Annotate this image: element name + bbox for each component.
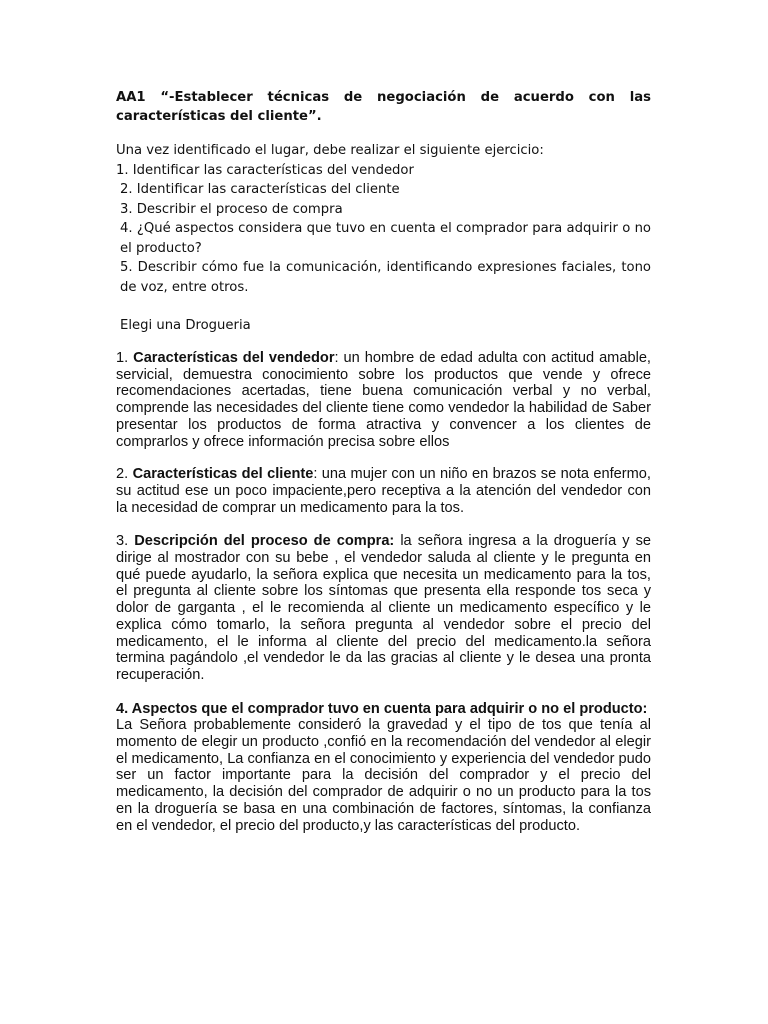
section-heading: Descripción del proceso de compra: (134, 533, 395, 550)
instructions-lead: Una vez identificado el lugar, debe realizar el siguiente ejercicio: (116, 143, 544, 158)
instruction-item-3: 3. Describir el proceso de compra (120, 201, 343, 217)
section-client-traits (116, 466, 651, 516)
section-number: 2. (116, 466, 129, 483)
section-heading: 4. Aspectos que el comprador tuvo en cuenta para adquirir o no el producto: (116, 700, 648, 717)
section-body: La Señora probablemente consideró la gravedad y el tipo de tos que tenía al momento de elegir un producto ,confió en la recomendación del vendedor al elegir el medicamento, La confianza en el conocimiento y experiencia del vendedor pudo ser un factor importante para la decisión del comprador y el precio del medicamento, la decisión del comprador de adquirir o no un producto para la tos en la droguería se basa en una combinación de factores, síntomas, la confianza en el vendedor, el precio del producto,y las características del producto. (116, 717, 651, 834)
document-title: AA1 “-Establecer técnicas de negociación de acuerdo con las características del cliente”. (116, 90, 651, 124)
section-body: : un hombre de edad adulta con actitud amable, servicial, demuestra conocimiento sobre los productos que vende y ofrece recomendaciones acertadas, tiene buena comunicación verbal y no verbal, comprende las necesidades del cliente tiene como vendedor la habilidad de Saber presentar los productos de forma atractiva y convencer a los clientes de comprarlos y ofrece información precisa sobre ellos (116, 350, 651, 450)
section-purchase-process (116, 533, 651, 683)
section-body: la señora ingresa a la droguería y se dirige al mostrador con su bebe , el vendedor saluda al cliente y le pregunta en qué puede ayudarlo, la señora explica que necesita un medicamento para la tos, el pregunta al cliente sobre los síntomas que presenta ella responde tos seca y dolor de garganta , el le recomienda al cliente un medicamento específico y le explica cómo tomarlo, la señora pregunta al vendedor sobre el precio del medicamento, el le informa al cliente del precio del medicamento.la señora termina pagándolo ,el vendedor le da las gracias al cliente y le desea una pronta recuperación. (116, 533, 651, 683)
section-seller-traits (116, 350, 651, 450)
section-number: 3. (116, 533, 129, 550)
document-page (116, 88, 651, 834)
exercise-instructions (116, 141, 651, 297)
instruction-item-5: 5. Describir cómo fue la comunicación, identificando expresiones faciales, tono de voz, entre otros. (120, 260, 651, 295)
section-number: 1. (116, 350, 129, 366)
chosen-place: Elegi una Drogueria (120, 318, 251, 333)
instruction-item-1: 1. Identificar las características del vendedor (116, 162, 414, 178)
section-heading: Características del cliente (132, 466, 314, 483)
section-body: : una mujer con un niño en brazos se nota enfermo, su actitud ese un poco impaciente,pero receptiva a la atención del vendedor con la necesidad de comprar un medicamento para la tos. (116, 466, 651, 516)
instruction-item-2: 2. Identificar las características del cliente (120, 182, 400, 197)
instruction-item-4: 4. ¿Qué aspectos considera que tuvo en cuenta el comprador para adquirir o no el producto? (120, 221, 651, 256)
section-heading: Características del vendedor (133, 350, 335, 366)
section-buyer-aspects (116, 701, 651, 835)
